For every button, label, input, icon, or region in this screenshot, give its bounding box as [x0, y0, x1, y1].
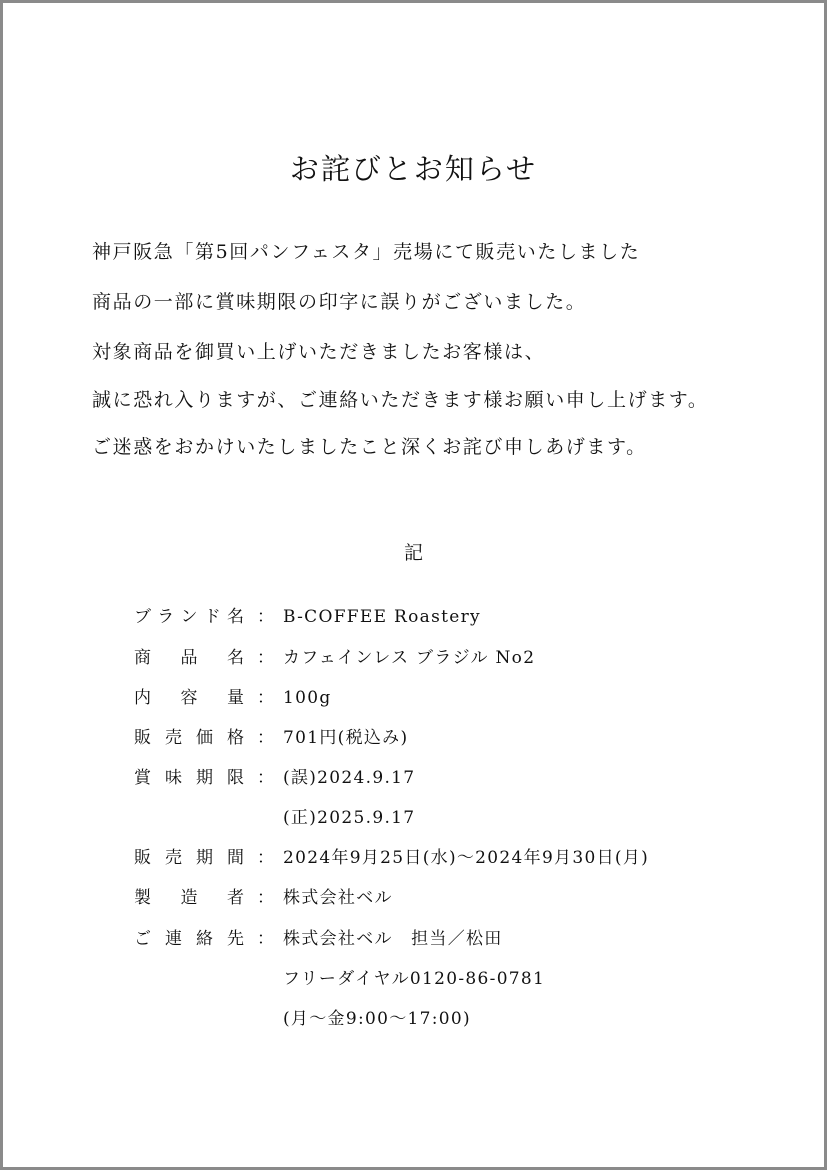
detail-value-maker: 株式会社ベル	[283, 888, 393, 908]
detail-label-expiry: 賞 味 期 限	[134, 768, 244, 788]
detail-colon: ：	[257, 607, 274, 627]
detail-colon: ：	[257, 768, 274, 788]
body-line-3: 対象商品を御買い上げいただきましたお客様は、	[92, 341, 546, 363]
body-line-5: ご迷惑をおかけいたしましたこと深くお詫び申しあげます。	[92, 436, 647, 458]
detail-colon: ：	[257, 888, 274, 908]
detail-colon: ：	[257, 728, 274, 748]
detail-value-expiry-wrong: (誤)2024.9.17	[283, 768, 416, 788]
detail-value-content: 100g	[283, 688, 332, 708]
ki-heading: 記	[403, 542, 423, 564]
body-line-1: 神戸阪急「第5回パンフェスタ」売場にて販売いたしました	[92, 241, 641, 263]
detail-label-product: 商 品 名	[134, 648, 244, 668]
detail-colon: ：	[257, 848, 274, 868]
detail-value-product: カフェインレス ブラジル No2	[283, 648, 536, 668]
detail-value-contact-hours: (月～金9:00～17:00)	[283, 1009, 471, 1029]
detail-value-contact: 株式会社ベル 担当／松田	[283, 929, 503, 949]
detail-value-price: 701円(税込み)	[283, 728, 409, 748]
detail-colon: ：	[257, 648, 274, 668]
detail-colon: ：	[257, 929, 274, 949]
detail-value-expiry-correct: (正)2025.9.17	[283, 808, 416, 828]
detail-colon: ：	[257, 688, 274, 708]
body-line-4: 誠に恐れ入りますが、ご連絡いただきます様お願い申し上げます。	[92, 389, 709, 411]
document-title: お詫びとお知らせ	[289, 152, 538, 186]
body-line-2: 商品の一部に賞味期限の印字に誤りがございました。	[92, 291, 587, 313]
detail-value-period: 2024年9月25日(水)～2024年9月30日(月)	[283, 848, 650, 868]
detail-label-price: 販 売 価 格	[134, 728, 244, 748]
detail-label-maker: 製 造 者	[134, 888, 244, 908]
detail-label-content: 内 容 量	[134, 688, 244, 708]
detail-label-contact: ご 連 絡 先	[134, 929, 244, 949]
detail-label-period: 販 売 期 間	[134, 848, 244, 868]
detail-value-brand: B-COFFEE Roastery	[283, 607, 481, 627]
detail-label-brand: ブ ラ ン ド 名	[134, 607, 244, 627]
detail-value-contact-phone: フリーダイヤル0120-86-0781	[283, 969, 546, 989]
